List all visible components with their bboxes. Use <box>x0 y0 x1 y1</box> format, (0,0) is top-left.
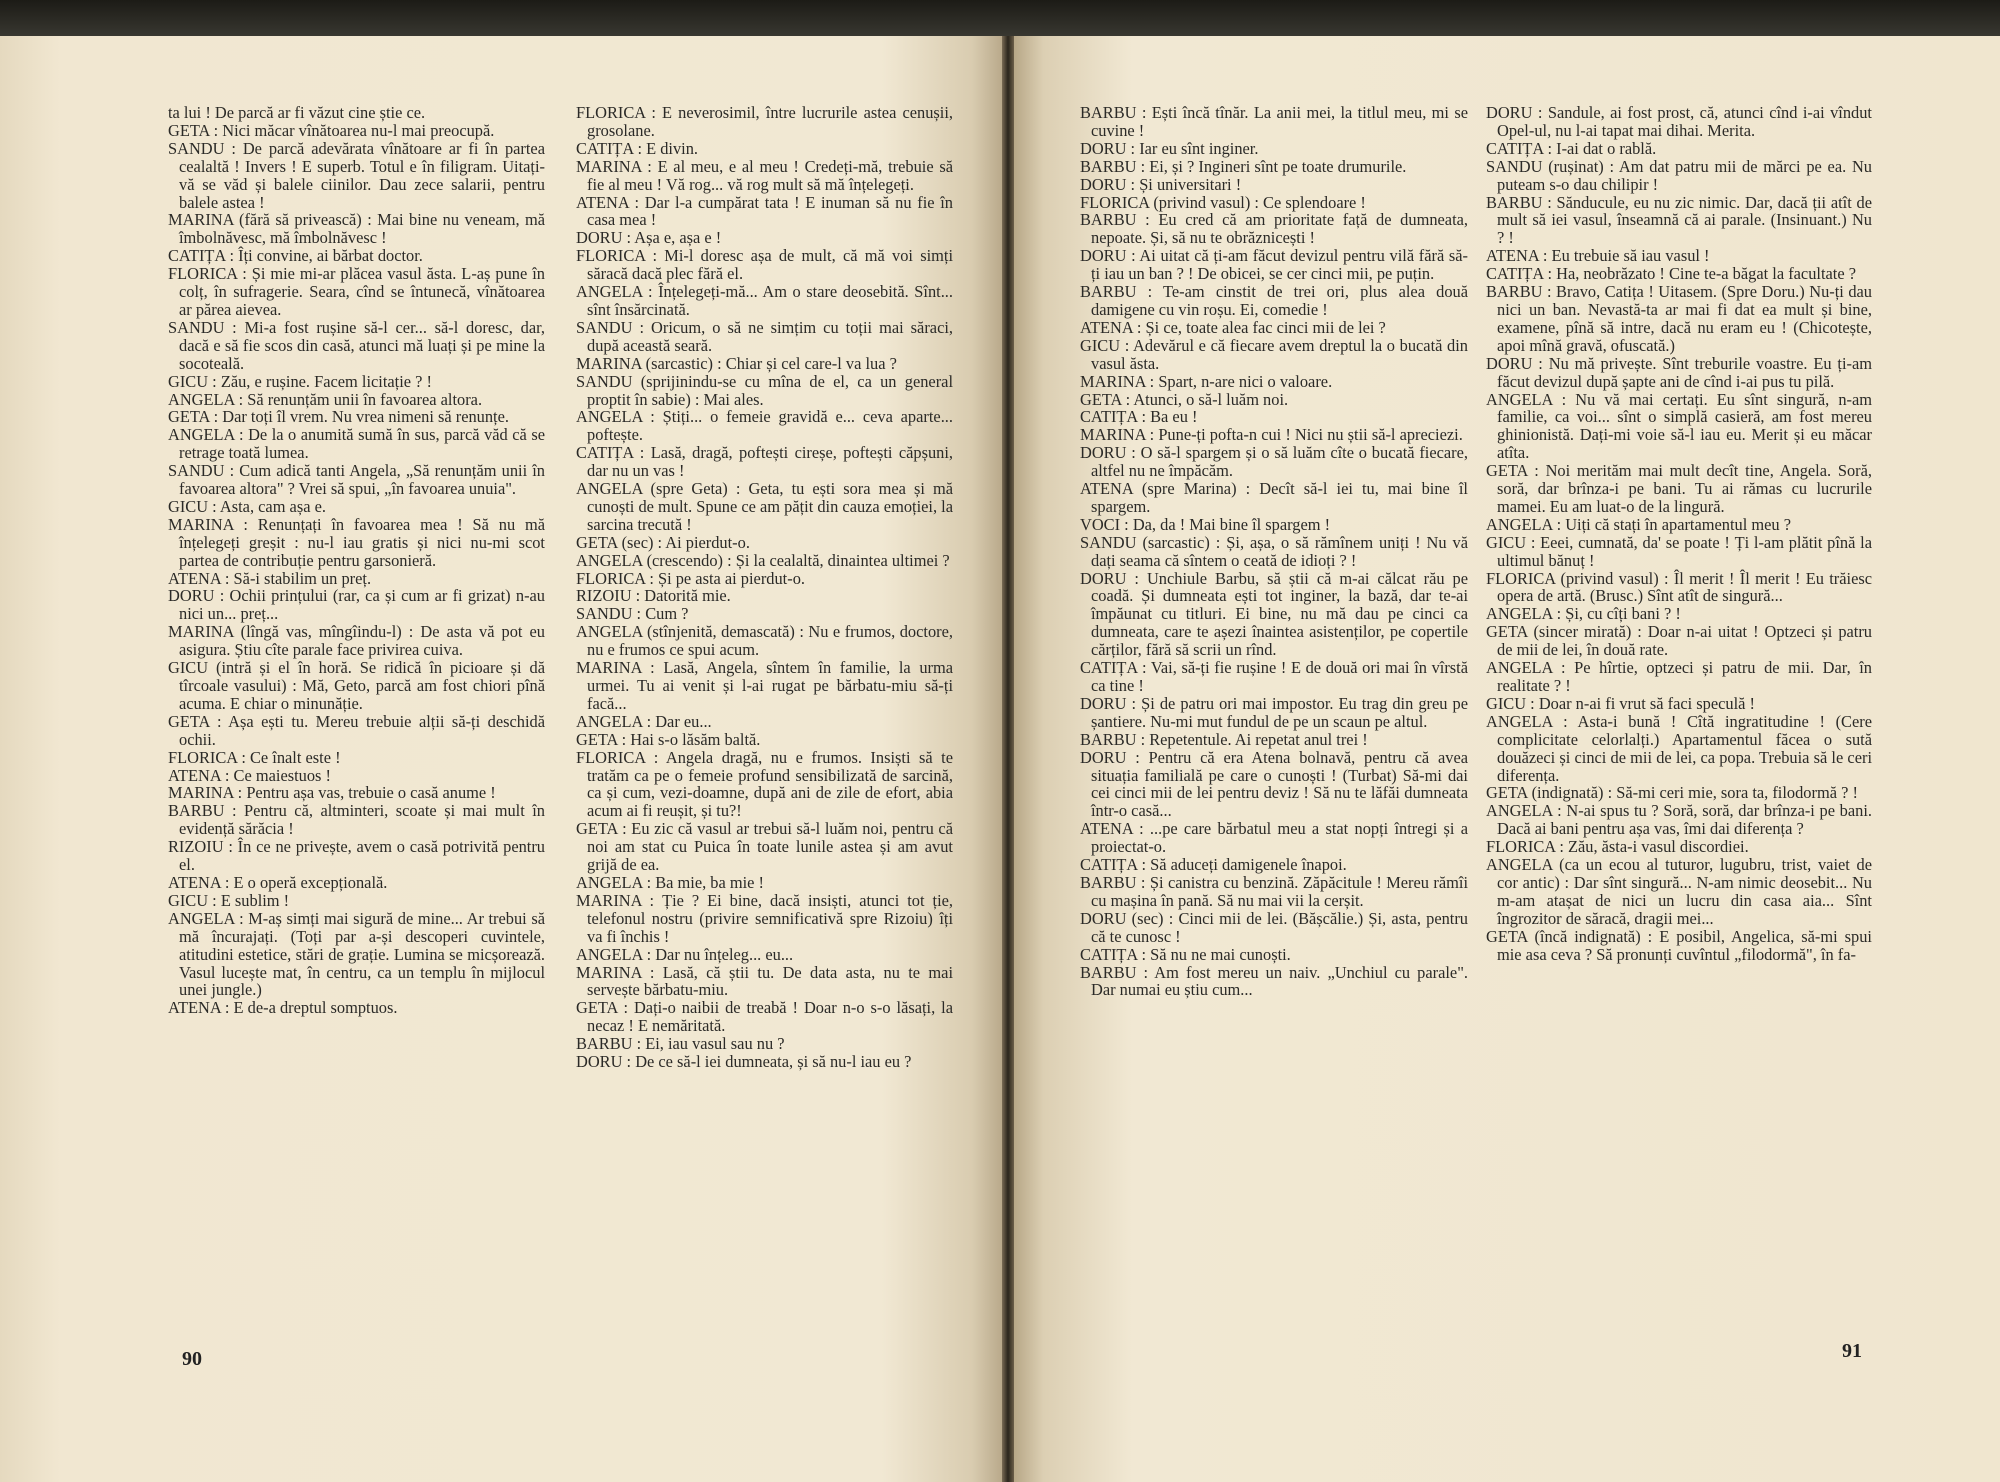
left-page-column-1 <box>168 104 545 1017</box>
dialogue-line: DORU : Nu mă privește. Sînt treburile voastre. Eu ți-am făcut devizul după șapte ani de cînd i-ai pus tu pilă. <box>1486 353 1872 391</box>
dialogue-line: GICU (intră și el în horă. Se ridică în picioare și dă tîrcoale vasului) : Mă, Geto, parcă am fost chiori pînă acuma. E chiar o minunăție. <box>168 658 545 713</box>
dialogue-line: GETA (sec) : Ai pierdut-o. <box>576 532 750 552</box>
dialogue-line: ANGELA : Să renunțăm unii în favoarea altora. <box>168 389 483 409</box>
page-number-left: 90 <box>182 1348 202 1370</box>
dialogue-line: MARINA : Pentru așa vas, trebuie o casă anume ! <box>168 783 496 803</box>
dialogue-line: MARINA : E al meu, e al meu ! Credeți-mă, trebuie să fie al meu ! Vă rog... vă rog mult să mă înțelegeți. <box>576 156 953 194</box>
dialogue-line: CATIȚA : I-ai dat o rablă. <box>1486 138 1657 158</box>
dialogue-line: BARBU : Eu cred că am prioritate față de dumneata, nepoate. Și, să nu te obrăznicești ! <box>1080 210 1468 248</box>
dialogue-line: BARBU : Te-am cinstit de trei ori, plus alea două damigene cu vin roșu. Ei, comedie ! <box>1080 282 1468 319</box>
dialogue-line: GETA : Hai s-o lăsăm baltă. <box>576 729 761 749</box>
dialogue-line: ATENA : E de-a dreptul somptuos. <box>168 998 398 1018</box>
dialogue-line: ANGELA : Uiți că stați în apartamentul meu ? <box>1486 514 1791 534</box>
dialogue-line: GETA (încă indignată) : E posibil, Angelica, să-mi spui mie asa ceva ? Să pronunți cuvîntul „filodormă", în fa- <box>1486 926 1872 964</box>
dialogue-line: GICU : Doar n-ai fi vrut să faci speculă ! <box>1486 693 1755 713</box>
dialogue-line: MARINA : Lasă, Angela, sîntem în familie, la urma urmei. Tu ai venit și l-ai rugat pe bărbatu-miu să-ți facă... <box>576 658 953 713</box>
dialogue-line: FLORICA : Zău, ăsta-i vasul discordiei. <box>1486 837 1749 857</box>
dialogue-line: FLORICA : Și mie mi-ar plăcea vasul ăsta. L-aș pune în colț, în sufragerie. Seara, cînd se întunecă, vînătoarea ar părea aievea. <box>168 264 545 319</box>
dialogue-line: GETA : Noi merităm mai mult decît tine, Angela. Soră, soră, dar brînza-i pe bani. Tu ai rămas cu lucrurile mamei. Eu am luat-o de la lingură. <box>1486 461 1872 516</box>
dialogue-line: BARBU : Și canistra cu benzină. Zăpăcitule ! Mereu rămîi cu mașina în pană. Să nu mai vii la cerșit. <box>1080 872 1468 910</box>
dialogue-line: SANDU : Cum ? <box>576 604 689 624</box>
dialogue-line: GETA : Atunci, o să-l luăm noi. <box>1080 389 1289 409</box>
dialogue-line: DORU : O să-l spargem și o să luăm cîte o bucată fiecare, altfel nu ne împăcăm. <box>1080 443 1468 481</box>
dialogue-line: DORU : Pentru că era Atena bolnavă, pentru că avea situația familială pe care o cunoști ! (Turbat) Să-mi dai cei cinci mii de lei pentru deviz ! Să nu te lăfăi dumneata într-o casă... <box>1080 747 1468 821</box>
dialogue-line: DORU : Și de patru ori mai impostor. Eu trag din greu pe șantiere. Nu-mi mut fundul de pe un scaun pe altul. <box>1080 693 1468 731</box>
right-page-column-2 <box>1486 104 1872 964</box>
right-page <box>1014 36 2000 1482</box>
book-top-edge <box>0 0 2000 40</box>
dialogue-line: CATIȚA : Să aduceți damigenele înapoi. <box>1080 855 1347 875</box>
dialogue-line: FLORICA (privind vasul) : Îl merit ! Îl merit ! Eu trăiesc opera de artă. (Brusc.) Sînt atît de singură... <box>1486 568 1872 606</box>
dialogue-line: GETA : Dar toți îl vrem. Nu vrea nimeni să renunțe. <box>168 407 509 427</box>
dialogue-line: ANGELA : Înțelegeți-mă... Am o stare deosebită. Sînt... sînt însărcinată. <box>576 282 953 319</box>
dialogue-line: ANGELA : Asta-i bună ! Cîtă ingratitudine ! (Cere complicitate celorlalți.) Apartamentul făcea o sută douăzeci și cinci de mii de lei, ca popa. Trebuia să le ceri diferența. <box>1486 711 1872 785</box>
dialogue-line: MARINA : Pune-ți pofta-n cui ! Nici nu știi să-l apreciezi. <box>1080 425 1463 445</box>
dialogue-line: CATIȚA : Vai, să-ți fie rușine ! E de două ori mai în vîrstă ca tine ! <box>1080 658 1468 695</box>
dialogue-line: ATENA : Și ce, toate alea fac cinci mii de lei ? <box>1080 317 1386 337</box>
dialogue-line: SANDU (sarcastic) : Și, așa, o să rămînem uniți ! Nu vă dați seama că sîntem o ceată de idioți ? ! <box>1080 532 1468 570</box>
dialogue-line: GETA (sincer mirată) : Doar n-ai uitat ! Optzeci și patru de mii de lei, în două rate. <box>1486 622 1872 660</box>
dialogue-line: GETA : Dați-o naibii de treabă ! Doar n-o s-o lăsați, la necaz ! E nemăritată. <box>576 998 953 1036</box>
dialogue-line: ANGELA (spre Geta) : Geta, tu ești sora mea și mă cunoști de mult. Spune ce am pățit din cauza emoției, la sarcina trecută ! <box>576 479 953 534</box>
dialogue-line: ATENA : Să-i stabilim un preț. <box>168 568 372 588</box>
dialogue-line: ANGELA : Dar nu înțeleg... eu... <box>576 944 794 964</box>
dialogue-line: SANDU : Mi-a fost rușine să-l cer... să-l doresc, dar, dacă e să fie scos din casă, atunci mă luați și pe mine la socoteală. <box>168 317 545 373</box>
dialogue-line: ANGELA : Dar eu... <box>576 711 712 731</box>
dialogue-line: DORU : Ai uitat că ți-am făcut devizul pentru vilă fără să-ți iau un ban ? ! De obicei, se cer cinci mii, pe puțin. <box>1080 246 1468 284</box>
dialogue-line: GICU : Asta, cam așa e. <box>168 496 326 516</box>
dialogue-line: CATIȚA : E divin. <box>576 138 699 158</box>
dialogue-line: MARINA (fără să privească) : Mai bine nu veneam, mă îmbolnăvesc, mă îmbolnăvesc ! <box>168 210 545 248</box>
dialogue-line: ANGELA : Nu vă mai certați. Eu sînt singură, n-am familie, ca voi... sînt o simplă casieră, am fost mereu ghinionistă. Dați-mi voie să-l iau eu. Merit și eu măcar atîta. <box>1486 389 1872 463</box>
dialogue-line: FLORICA : Angela dragă, nu e frumos. Insiști să te tratăm ca pe o femeie profund sensibilizată de sarcină, ca și cum, vezi-doamne, după ani de zile de efort, abia acum ai fi reușit, și tu?! <box>576 747 953 821</box>
dialogue-line: DORU : Sandule, ai fost prost, că, atunci cînd i-ai vîndut Opel-ul, nu l-ai tapat mai dihai. Merita. <box>1486 103 1872 140</box>
dialogue-line: ANGELA : N-ai spus tu ? Soră, soră, dar brînza-i pe bani. Dacă ai bani pentru așa vas, îmi dai diferența ? <box>1486 801 1872 839</box>
dialogue-line: SANDU : Cum adică tanti Angela, „Să renunțăm unii în favoarea altora" ? Vrei să spui, „în favoarea unuia". <box>168 461 545 499</box>
dialogue-line: ANGELA : Ba mie, ba mie ! <box>576 872 764 892</box>
dialogue-line: DORU : Așa e, așa e ! <box>576 228 722 248</box>
dialogue-line: BARBU : Ei, și ? Ingineri sînt pe toate drumurile. <box>1080 156 1407 176</box>
dialogue-line: ATENA : Dar l-a cumpărat tata ! E inuman să nu fie în casa mea ! <box>576 192 953 230</box>
dialogue-line: ANGELA (stînjenită, demascată) : Nu e frumos, doctore, nu e frumos ce spui acum. <box>576 622 953 660</box>
dialogue-line: MARINA : Renunțați în favoarea mea ! Să nu mă înțelegeți greșit : nu-l iau gratis și nici nu-mi scot partea de contribuție pentru garsonieră. <box>168 514 545 570</box>
dialogue-line: ANGELA (ca un ecou al tuturor, lugubru, trist, vaiet de cor antic) : Dar sînt singură... N-am nimic deosebit... Nu m-am atașat de nici un lucru din casa aia... Sînt îngrozitor de săracă, dragii mei... <box>1486 855 1872 928</box>
dialogue-line: DORU : Și universitari ! <box>1080 174 1242 194</box>
dialogue-line: MARINA : Lasă, că știi tu. De data asta, nu te mai servește bărbatu-miu. <box>576 962 953 1000</box>
dialogue-line: GETA : Așa ești tu. Mereu trebuie alții să-ți deschidă ochii. <box>168 711 545 749</box>
dialogue-line: DORU : Ochii prințului (rar, ca și cum ar fi grizat) n-au nici un... preț... <box>168 586 545 624</box>
dialogue-line: SANDU : Oricum, o să ne simțim cu toții mai săraci, după această seară. <box>576 317 953 355</box>
dialogue-line: DORU : De ce să-l iei dumneata, și să nu-l iau eu ? <box>576 1052 912 1072</box>
dialogue-line: VOCI : Da, da ! Mai bine îl spargem ! <box>1080 514 1331 534</box>
dialogue-line: CATIȚA : Îți convine, ai bărbat doctor. <box>168 246 423 266</box>
dialogue-line: BARBU : Sănducule, eu nu zic nimic. Dar, dacă ții atît de mult să iei vasul, înseamnă că ai parale. (Insinuant.) Nu ? ! <box>1486 192 1872 248</box>
dialogue-line: ATENA : Eu trebuie să iau vasul ! <box>1486 246 1710 266</box>
dialogue-line: CATIȚA : Ba eu ! <box>1080 407 1198 427</box>
dialogue-line: BARBU : Am fost mereu un naiv. „Unchiul cu parale". Dar numai eu știu cum... <box>1080 962 1468 1000</box>
dialogue-line: GICU : Zău, e rușine. Facem licitație ? ! <box>168 371 432 391</box>
dialogue-line: FLORICA : Și pe asta ai pierdut-o. <box>576 568 805 588</box>
dialogue-line: GICU : Eeei, cumnată, da' se poate ! Ți l-am plătit pînă la ultimul bănuț ! <box>1486 532 1872 570</box>
dialogue-line: DORU : Unchiule Barbu, să știi că m-ai călcat rău pe coadă. Și dumneata ești tot inginer, la bază, dar te-ai împăunat cu titluri. Ei bine, nu mă dau pe cinci ca dumneata, care te așezi înaintea asistenților, pe copertile cărților, fără să scrii un rînd. <box>1080 568 1468 660</box>
dialogue-line: GETA : Nici măcar vînătoarea nu-l mai preocupă. <box>168 120 495 140</box>
left-page <box>0 36 1002 1482</box>
dialogue-line: BARBU : Ești încă tînăr. La anii mei, la titlul meu, mi se cuvine ! <box>1080 103 1468 140</box>
dialogue-line: GICU : Adevărul e că fiecare avem dreptul la o bucată din vasul ăsta. <box>1080 335 1468 373</box>
dialogue-line: MARINA : Spart, n-are nici o valoare. <box>1080 371 1333 391</box>
dialogue-line: SANDU (sprijinindu-se cu mîna de el, ca un general proptit în sabie) : Mai ales. <box>576 371 953 409</box>
dialogue-line: ta lui ! De parcă ar fi văzut cine știe ce. <box>168 103 426 122</box>
dialogue-line: DORU (sec) : Cinci mii de lei. (Bășcălie.) Și, asta, pentru că te cunosc ! <box>1080 908 1468 946</box>
dialogue-line: ATENA : Ce maiestuos ! <box>168 765 331 785</box>
dialogue-line: BARBU : Pentru că, altminteri, scoate și mai mult în evidență sărăcia ! <box>168 801 545 839</box>
dialogue-line: ANGELA : M-aș simți mai sigură de mine... Ar trebui să mă încurajați. (Toți par a-și descoperi cuvintele, atitudini estetice, stări de grație. Lumina se micșorează. Vasul lucește mat, în centru, ca un templu în mijlocul unei jungle.) <box>168 908 545 1000</box>
dialogue-line: FLORICA : Mi-l doresc așa de mult, că mă voi simți săracă dacă plec fără el. <box>576 246 953 284</box>
right-page-column-1 <box>1080 104 1468 999</box>
dialogue-line: FLORICA (privind vasul) : Ce splendoare ! <box>1080 192 1366 212</box>
dialogue-line: ANGELA : Știți... o femeie gravidă e... ceva aparte... poftește. <box>576 407 953 445</box>
dialogue-line: GETA (indignată) : Să-mi ceri mie, sora ta, filodormă ? ! <box>1486 783 1858 803</box>
page-number-right: 91 <box>1842 1340 1862 1362</box>
dialogue-line: CATIȚA : Ha, neobrăzato ! Cine te-a băgat la facultate ? <box>1486 264 1856 284</box>
book-gutter <box>1002 36 1014 1482</box>
dialogue-line: FLORICA : Ce înalt este ! <box>168 747 341 767</box>
dialogue-line: MARINA (sarcastic) : Chiar și cel care-l va lua ? <box>576 353 897 373</box>
dialogue-line: CATIȚA : Lasă, dragă, poftești cireșe, poftești căpșuni, dar nu un vas ! <box>576 443 953 481</box>
dialogue-line: GETA : Eu zic că vasul ar trebui să-l luăm noi, pentru că noi am stat cu Puica în toate lunile astea și am avut grijă de ea. <box>576 819 953 875</box>
left-page-column-2 <box>576 104 953 1071</box>
dialogue-line: MARINA (lîngă vas, mîngîindu-l) : De asta vă pot eu asigura. Știu cîte parale face privirea cuiva. <box>168 622 545 660</box>
dialogue-line: RIZOIU : Datorită mie. <box>576 586 731 606</box>
dialogue-line: ANGELA (crescendo) : Și la cealaltă, dinaintea ultimei ? <box>576 550 950 570</box>
dialogue-line: ATENA (spre Marina) : Decît să-l iei tu, mai bine îl spargem. <box>1080 479 1468 516</box>
dialogue-line: DORU : Iar eu sînt inginer. <box>1080 138 1259 158</box>
dialogue-line: BARBU : Bravo, Catița ! Uitasem. (Spre Doru.) Nu-ți dau nici un ban. Nevastă-ta ar mai fi dat ea mult și bine, examene, pînă să intre, dacă nu eram eu ! (Chicotește, apoi mînă gravă, ofuscată.) <box>1486 282 1872 355</box>
dialogue-line: FLORICA : E neverosimil, între lucrurile astea cenușii, grosolane. <box>576 103 953 140</box>
dialogue-line: BARBU : Repetentule. Ai repetat anul trei ! <box>1080 729 1368 749</box>
dialogue-line: SANDU : De parcă adevărata vînătoare ar fi în partea cealaltă ! Invers ! E superb. Totul e în filigram. Uitați-vă se văd și balele ciinilor. Dau zece salarii, pentru balele astea ! <box>168 138 545 212</box>
dialogue-line: GICU : E sublim ! <box>168 890 290 910</box>
dialogue-line: CATIȚA : Să nu ne mai cunoști. <box>1080 944 1291 964</box>
dialogue-line: ATENA : ...pe care bărbatul meu a stat nopți întregi și a proiectat-o. <box>1080 819 1468 857</box>
dialogue-line: ANGELA : Pe hîrtie, optzeci și patru de mii. Dar, în realitate ? ! <box>1486 658 1872 695</box>
dialogue-line: SANDU (rușinat) : Am dat patru mii de mărci pe ea. Nu puteam s-o dau chilipir ! <box>1486 156 1872 194</box>
dialogue-line: BARBU : Ei, iau vasul sau nu ? <box>576 1034 785 1054</box>
dialogue-line: MARINA : Ție ? Ei bine, dacă insiști, atunci tot ție, telefonul nostru (privire semnificativă spre Rizoiu) îți va fi închis ! <box>576 890 953 946</box>
dialogue-line: ATENA : E o operă excepțională. <box>168 872 388 892</box>
dialogue-line: ANGELA : De la o anumită sumă în sus, parcă văd că se retrage toată lumea. <box>168 425 545 463</box>
dialogue-line: ANGELA : Și, cu cîți bani ? ! <box>1486 604 1681 624</box>
dialogue-line: RIZOIU : În ce ne privește, avem o casă potrivită pentru el. <box>168 837 545 875</box>
